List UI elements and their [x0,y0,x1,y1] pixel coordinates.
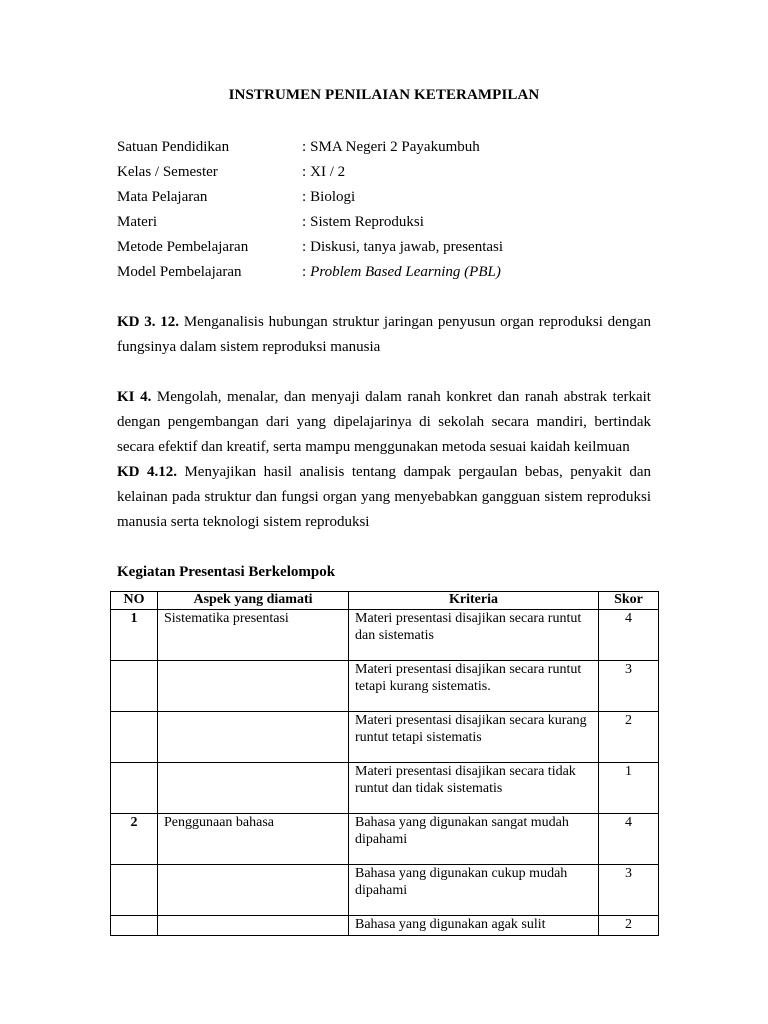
cell-no [111,865,158,916]
cell-kriteria: Materi presentasi disajikan secara runtut tetapi kurang sistematis. [349,661,599,712]
cell-aspek [158,661,349,712]
info-value: Problem Based Learning (PBL) [310,264,501,280]
table-row [111,916,659,936]
cell-aspek [158,763,349,814]
table-row [111,712,659,763]
info-label: Metode Pembelajaran [117,239,249,255]
cell-skor: 3 [599,661,659,712]
cell-skor: 4 [599,610,659,661]
info-label: Materi [117,214,157,230]
kd-code: KD 4.12. [117,464,177,480]
cell-kriteria: Bahasa yang digunakan cukup mudah dipahami [349,865,599,916]
cell-kriteria: Materi presentasi disajikan secara runtut dan sistematis [349,610,599,661]
table-row [111,865,659,916]
cell-no [111,712,158,763]
cell-aspek [158,865,349,916]
cell-aspek [158,712,349,763]
section-title: Kegiatan Presentasi Berkelompok [117,564,336,580]
info-value: SMA Negeri 2 Payakumbuh [310,139,480,155]
info-row: Mata Pelajaran : Biologi [117,187,677,212]
table-row [111,814,659,865]
info-label: Kelas / Semester [117,164,218,180]
cell-no [111,916,158,936]
kd-3-12-paragraph [117,310,651,360]
ki-4-paragraph [117,385,651,460]
cell-aspek: Sistematika presentasi [158,610,349,661]
info-value: Sistem Reproduksi [310,214,424,230]
table-row [111,610,659,661]
cell-skor: 2 [599,712,659,763]
kd-code: KD 3. 12. [117,314,180,330]
cell-kriteria: Bahasa yang digunakan agak sulit [349,916,599,936]
cell-skor: 3 [599,865,659,916]
info-label: Mata Pelajaran [117,189,208,205]
cell-aspek: Penggunaan bahasa [158,814,349,865]
header-skor: Skor [599,592,659,610]
table-row [111,763,659,814]
header-kriteria: Kriteria [349,592,599,610]
cell-kriteria: Bahasa yang digunakan sangat mudah dipahami [349,814,599,865]
info-row: Kelas / Semester : XI / 2 [117,162,677,187]
header-aspek: Aspek yang diamati [158,592,349,610]
cell-aspek [158,916,349,936]
header-no: NO [111,592,158,610]
info-row: Satuan Pendidikan : SMA Negeri 2 Payakumbuh [117,137,677,162]
cell-no [111,763,158,814]
kd-text: Menyajikan hasil analisis tentang dampak pergaulan bebas, penyakit dan kelainan pada struktur dan fungsi organ yang menyebabkan gangguan sistem reproduksi manusia serta teknologi sistem reproduksi [117,464,651,530]
assessment-table [110,591,659,936]
cell-kriteria: Materi presentasi disajikan secara tidak runtut dan tidak sistematis [349,763,599,814]
cell-skor: 2 [599,916,659,936]
table-header-row [111,592,659,610]
ki-text: Mengolah, menalar, dan menyaji dalam ranah konkret dan ranah abstrak terkait dengan pengembangan dari yang dipelajarinya di sekolah secara mandiri, bertindak secara efektif dan kreatif, serta mampu menggunakan metoda sesuai kaidah keilmuan [117,389,651,455]
info-value: Biologi [310,189,356,205]
cell-no: 1 [111,610,158,661]
cell-kriteria: Materi presentasi disajikan secara kurang runtut tetapi sistematis [349,712,599,763]
cell-skor: 4 [599,814,659,865]
cell-skor: 1 [599,763,659,814]
info-label: Model Pembelajaran [117,264,242,280]
document-title: INSTRUMEN PENILAIAN KETERAMPILAN [228,87,540,103]
info-block [117,137,677,287]
table-row [111,661,659,712]
kd-text: Menganalisis hubungan struktur jaringan penyusun organ reproduksi dengan fungsinya dalam sistem reproduksi manusia [117,314,651,355]
info-value: XI / 2 [310,164,346,180]
cell-no [111,661,158,712]
kd-4-12-paragraph [117,460,651,535]
info-value: Diskusi, tanya jawab, presentasi [310,239,504,255]
ki-code: KI 4. [117,389,152,405]
cell-no: 2 [111,814,158,865]
info-row: Metode Pembelajaran : Diskusi, tanya jawab, presentasi [117,237,677,262]
info-row: Model Pembelajaran : Problem Based Learning (PBL) [117,262,677,287]
info-label: Satuan Pendidikan [117,139,230,155]
info-row: Materi : Sistem Reproduksi [117,212,677,237]
